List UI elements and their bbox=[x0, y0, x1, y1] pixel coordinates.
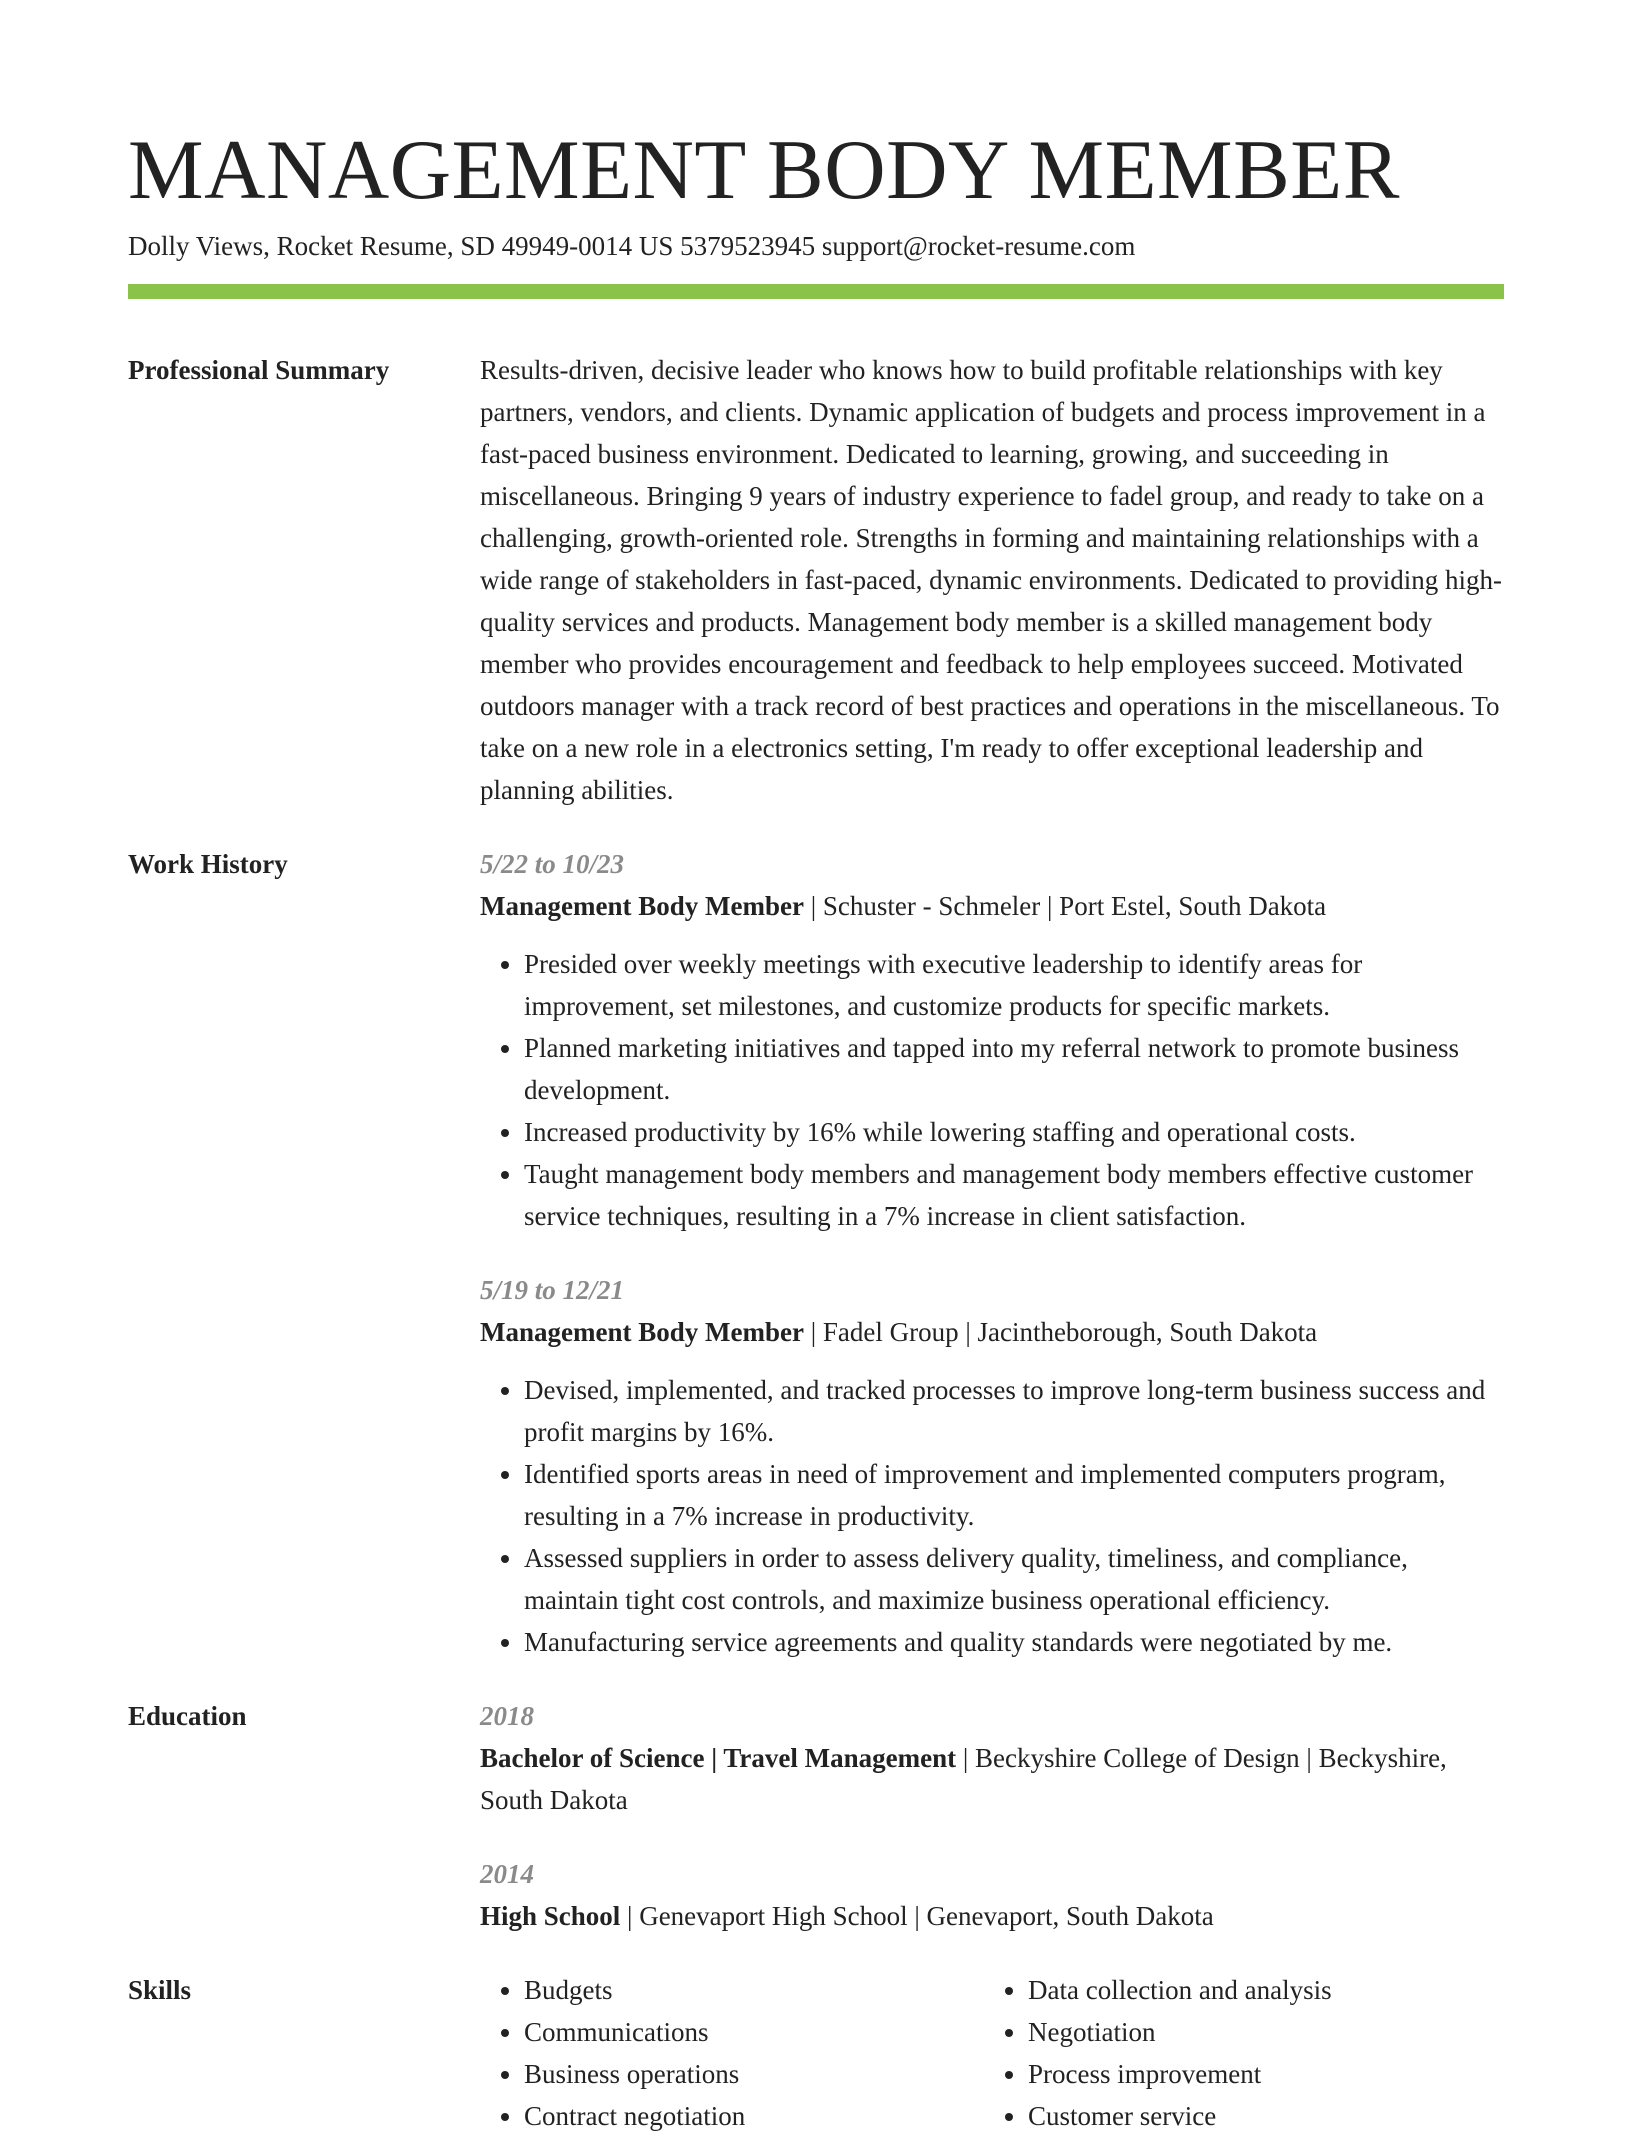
job-bullet: • Manufacturing service agreements and quality standards were negotiated by me. bbox=[524, 1621, 1504, 1663]
job-bullet: • Increased productivity by 16% while lowering staffing and operational costs. bbox=[524, 1111, 1504, 1153]
job-title: Management Body Member bbox=[480, 891, 804, 921]
resume-title: MANAGEMENT BODY MEMBER bbox=[128, 123, 1400, 217]
education-degree: Bachelor of Science | Travel Management bbox=[480, 1743, 957, 1773]
job-bullet: • Assessed suppliers in order to assess delivery quality, timeliness, and compliance, maintain tight cost controls, and maximize business operational efficiency. bbox=[524, 1537, 1504, 1621]
skill-item: • Communications bbox=[524, 2011, 984, 2053]
accent-divider bbox=[128, 284, 1504, 299]
job-bullet: • Presided over weekly meetings with executive leadership to identify areas for improvement, set milestones, and customize products for specific markets. bbox=[524, 943, 1504, 1027]
skill-item: • Data collection and analysis bbox=[1028, 1969, 1488, 2011]
skill-item: • Customer service bbox=[1028, 2095, 1488, 2137]
job-bullets bbox=[480, 943, 1504, 1237]
work-history-body bbox=[480, 843, 1504, 1663]
job-details: | Schuster - Schmeler | Port Estel, South Dakota bbox=[803, 891, 1327, 921]
work-history-section bbox=[128, 843, 1504, 1663]
summary-section bbox=[128, 349, 1504, 811]
job-bullet: • Identified sports areas in need of improvement and implemented computers program, resulting in a 7% increase in productivity. bbox=[524, 1453, 1504, 1537]
summary-text: Results-driven, decisive leader who knows how to build profitable relationships with key partners, vendors, and clients. Dynamic application of budgets and process improvement in a fast-paced business environment. Dedicated to learning, growing, and succeeding in miscellaneous. Bringing 9 years of industry experience to fadel group, and ready to take on a challenging, growth-oriented role. Strengths in forming and maintaining relationships with a wide range of stakeholders in fast-paced, dynamic environments. Dedicated to providing high-quality services and products. Management body member is a skilled management body member who provides encouragement and feedback to help employees succeed. Motivated outdoors manager with a track record of best practices and operations in the miscellaneous. To take on a new role in a electronics setting, I'm ready to offer exceptional leadership and planning abilities. bbox=[480, 355, 1502, 805]
summary-label: Professional Summary bbox=[128, 355, 390, 385]
job-role-line bbox=[480, 885, 1504, 927]
job-bullet: • Planned marketing initiatives and tapped into my referral network to promote business development. bbox=[524, 1027, 1504, 1111]
education-line bbox=[480, 1737, 1504, 1821]
education-entry bbox=[480, 1695, 1504, 1821]
education-details: | Beckyshire College of Design | Beckyshire, South Dakota bbox=[480, 1743, 1447, 1815]
education-label: Education bbox=[128, 1701, 247, 1731]
education-details: | Genevaport High School | Genevaport, South Dakota bbox=[620, 1901, 1214, 1931]
job-bullets bbox=[480, 1369, 1504, 1663]
work-history-label: Work History bbox=[128, 849, 288, 879]
job-bullet: • Taught management body members and management body members effective customer service techniques, resulting in a 7% increase in client satisfaction. bbox=[524, 1153, 1504, 1237]
education-year: 2018 bbox=[480, 1701, 534, 1731]
resume-page bbox=[128, 0, 1504, 2137]
education-entry bbox=[480, 1853, 1504, 1937]
job-entry bbox=[480, 843, 1504, 1237]
job-title: Management Body Member bbox=[480, 1317, 804, 1347]
skill-item: • Contract negotiation bbox=[524, 2095, 984, 2137]
skill-item: • Negotiation bbox=[1028, 2011, 1488, 2053]
job-entry bbox=[480, 1269, 1504, 1663]
job-bullet: • Devised, implemented, and tracked processes to improve long-term business success and profit margins by 16%. bbox=[524, 1369, 1504, 1453]
job-role-line bbox=[480, 1311, 1504, 1353]
education-year: 2014 bbox=[480, 1859, 534, 1889]
skill-item: • Budgets bbox=[524, 1969, 984, 2011]
contact-line: Dolly Views, Rocket Resume, SD 49949-0014 US 5379523945 support@rocket-resume.com bbox=[128, 231, 1136, 261]
job-dates: 5/19 to 12/21 bbox=[480, 1275, 625, 1305]
education-section bbox=[128, 1695, 1504, 1937]
job-dates: 5/22 to 10/23 bbox=[480, 849, 625, 879]
education-line bbox=[480, 1895, 1504, 1937]
education-body bbox=[480, 1695, 1504, 1937]
education-degree: High School bbox=[480, 1901, 621, 1931]
job-details: | Fadel Group | Jacintheborough, South Dakota bbox=[803, 1317, 1318, 1347]
skill-item: • Process improvement bbox=[1028, 2053, 1488, 2095]
skill-item: • Business operations bbox=[524, 2053, 984, 2095]
skills-label: Skills bbox=[128, 1975, 192, 2005]
